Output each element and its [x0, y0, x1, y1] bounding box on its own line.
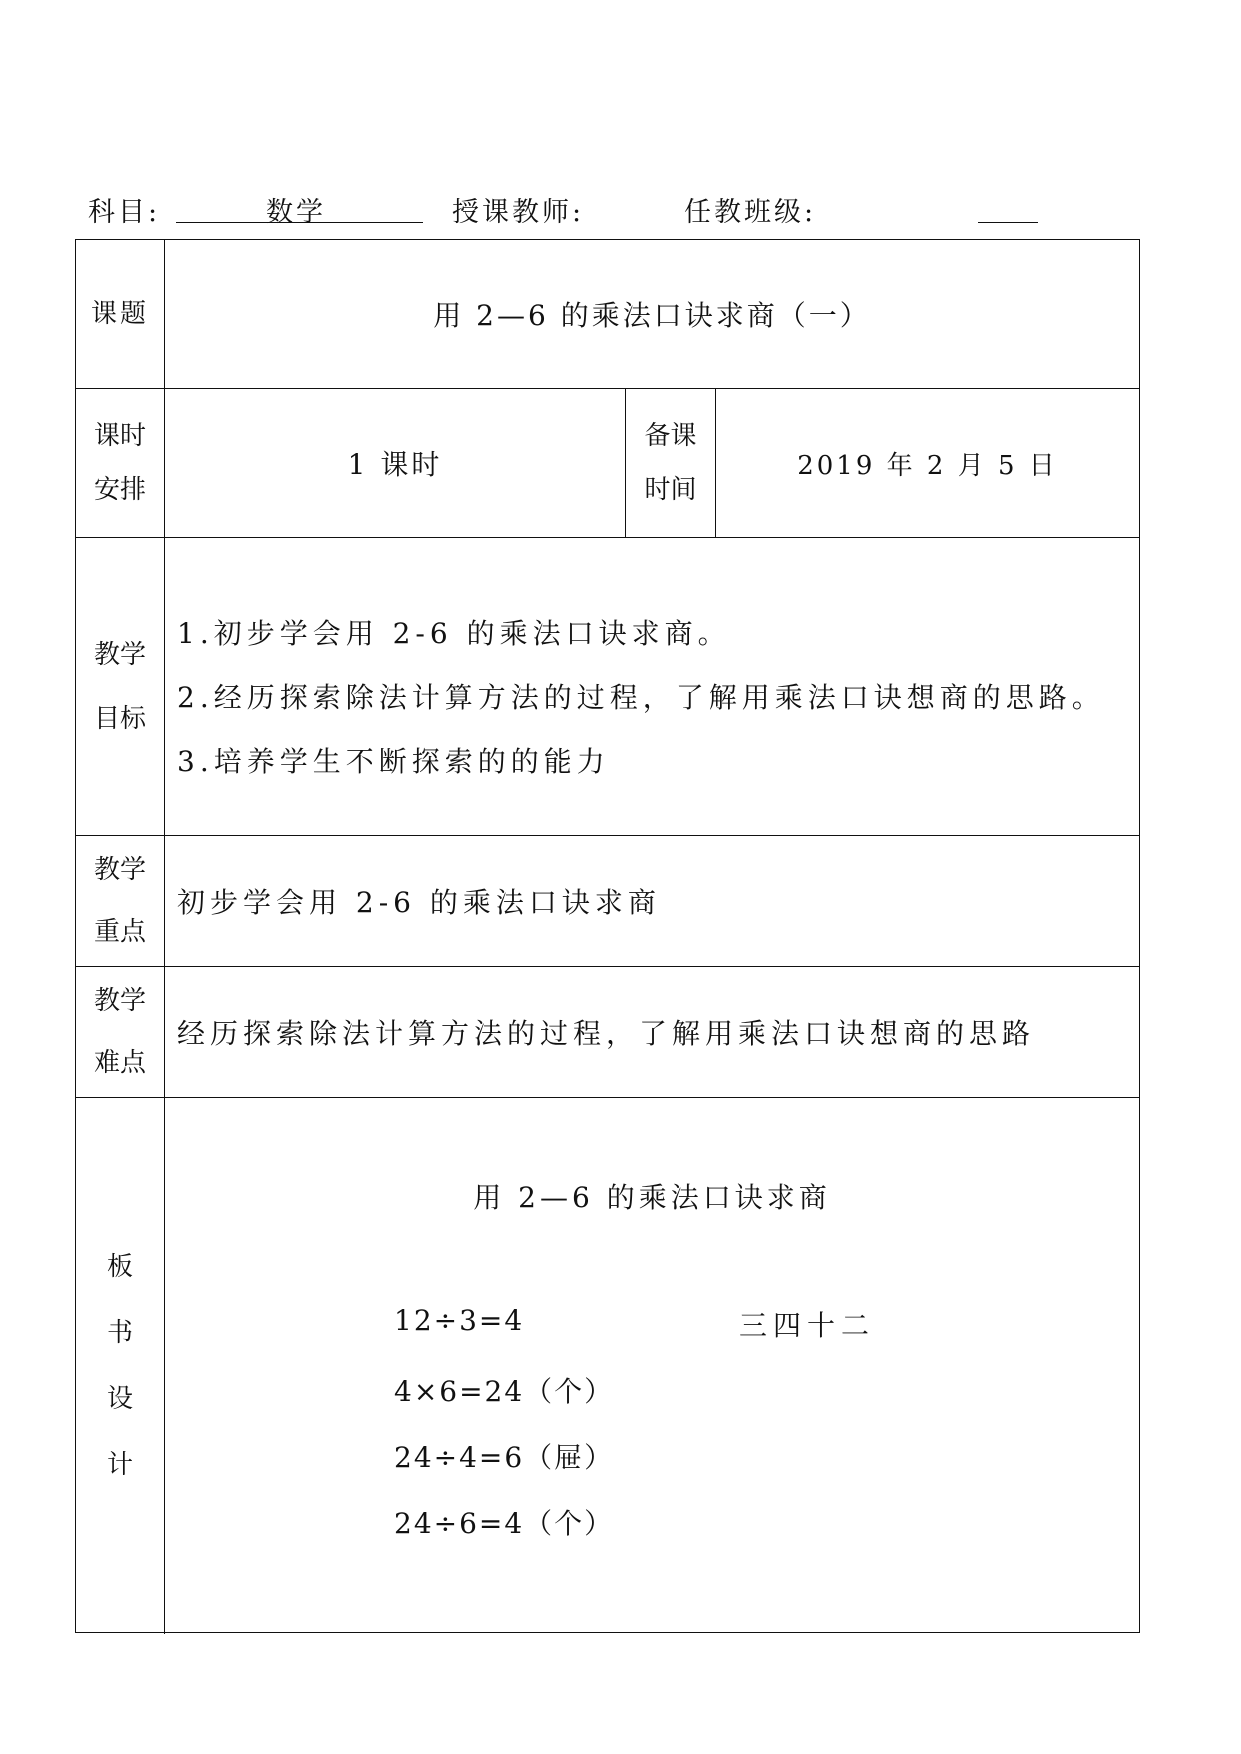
key-points-value: 初步学会用 2-6 的乘法口诀求商: [177, 886, 661, 919]
class-field: [978, 192, 1038, 223]
goals-list: [165, 538, 1139, 835]
goals-label: [76, 538, 165, 835]
board-design-content: [165, 1098, 1139, 1634]
prep-time-label-line1: 备课: [644, 421, 697, 451]
goal-item: 2.经历探索除法计算方法的过程，了解用乘法口诀想商的思路。: [177, 681, 1105, 714]
board-label-char: 设: [106, 1384, 133, 1414]
board-label-char: 书: [106, 1318, 133, 1348]
prep-time-value: 2019 年 2 月 5 日: [797, 450, 1058, 481]
goals-label-line1: 教学: [93, 639, 146, 670]
topic-label: 课题: [76, 240, 165, 388]
row-board-design: [76, 1098, 1139, 1634]
board-equation: 24÷4=6（屉）: [394, 1441, 615, 1474]
board-label-char: 计: [106, 1450, 133, 1480]
difficulties-value: 经历探索除法计算方法的过程，了解用乘法口诀想商的思路: [177, 1017, 1036, 1050]
row-key-points: [76, 836, 1139, 967]
schedule-label-line2: 安排: [93, 475, 146, 505]
row-topic: [76, 240, 1139, 389]
key-points-label-line2: 重点: [93, 917, 146, 947]
schedule-value: 1 课时: [165, 389, 626, 537]
key-points-label: [76, 836, 165, 966]
schedule-label-line1: 课时: [93, 421, 146, 451]
prep-time-label-line2: 时间: [644, 475, 697, 505]
board-label-char: 板: [106, 1252, 133, 1282]
difficulties-label: [76, 967, 165, 1097]
prep-time-label: [626, 389, 716, 537]
teacher-label: 授课教师:: [452, 197, 585, 228]
board-equation: 4×6=24（个）: [394, 1375, 615, 1408]
row-goals: [76, 538, 1139, 836]
board-equation: 24÷6=4（个）: [394, 1507, 615, 1540]
topic-value: 用 2—6 的乘法口诀求商（一）: [433, 299, 871, 332]
board-title: 用 2—6 的乘法口诀求商: [473, 1181, 831, 1214]
row-schedule: [76, 389, 1139, 538]
goals-label-line2: 目标: [93, 703, 146, 734]
board-mnemonic: 三四十二: [739, 1309, 876, 1342]
key-points-label-line1: 教学: [93, 855, 146, 885]
board-equation: 12÷3=4: [394, 1304, 525, 1337]
goal-item: 1.初步学会用 2-6 的乘法口诀求商。: [177, 617, 731, 650]
subject-label: 科目:: [88, 197, 161, 228]
class-label: 任教班级:: [684, 197, 817, 228]
difficulties-label-line2: 难点: [93, 1048, 146, 1078]
row-difficulties: [76, 967, 1139, 1098]
lesson-plan-table: [75, 239, 1140, 1633]
subject-value: 数学: [266, 197, 326, 228]
subject-field: [176, 192, 423, 228]
schedule-label: [76, 389, 165, 537]
goal-item: 3.培养学生不断探索的的能力: [177, 745, 610, 778]
board-design-label: [76, 1098, 165, 1634]
difficulties-label-line1: 教学: [93, 986, 146, 1016]
